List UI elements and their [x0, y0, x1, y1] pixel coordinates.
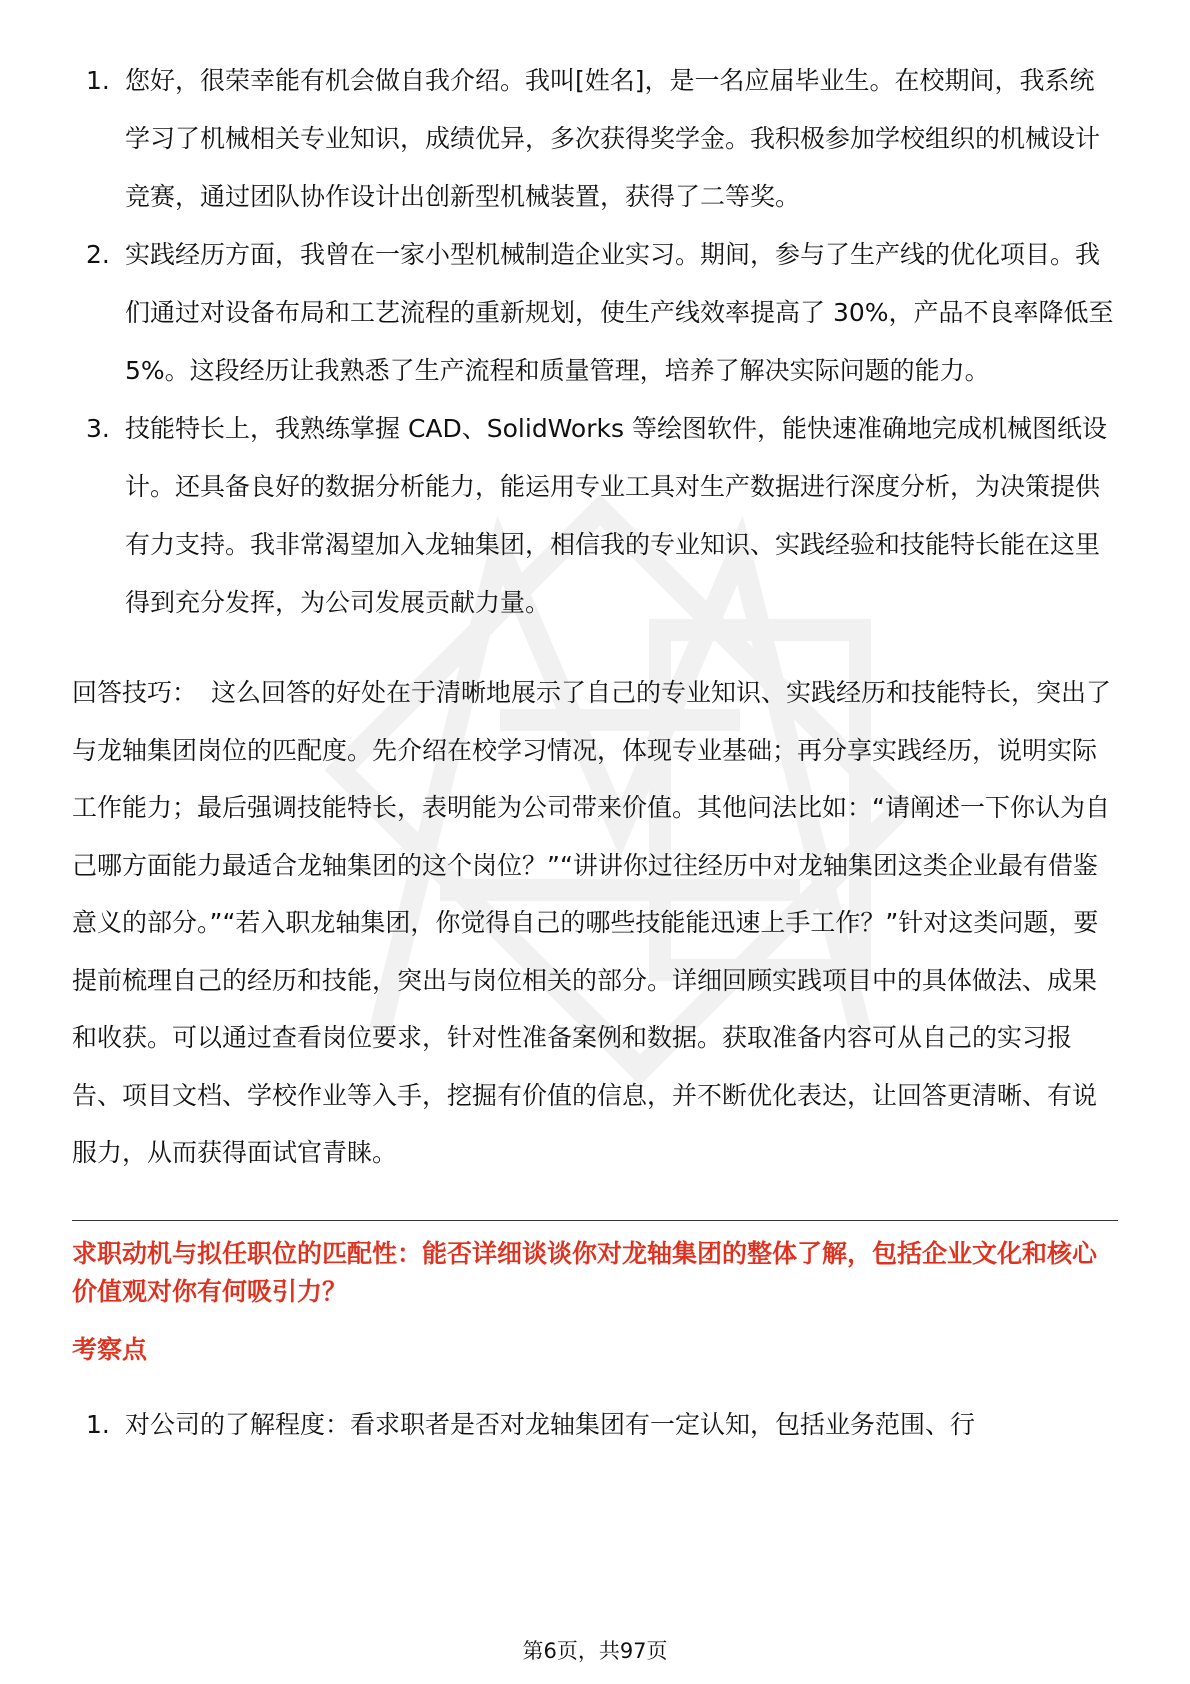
- answer-item: [72, 226, 1118, 400]
- answer-item: [72, 400, 1118, 632]
- main-content: [72, 52, 1118, 1445]
- list-number: 1.: [86, 66, 110, 95]
- answer-text: 您好，很荣幸能有机会做自我介绍。我叫[姓名]，是一名应届毕业生。在校期间，我系统学习了机械相关专业知识，成绩优异，多次获得奖学金。我积极参加学校组织的机械设计竞赛，通过团队协作设计出创新型机械装置，获得了二等奖。: [125, 66, 1101, 211]
- list-number: 3.: [86, 414, 110, 443]
- answer-text: 实践经历方面，我曾在一家小型机械制造企业实习。期间，参与了生产线的优化项目。我们通过对设备布局和工艺流程的重新规划，使生产线效率提高了 30%，产品不良率降低至 5%。这段经历让我熟悉了生产流程和质量管理，培养了解决实际问题的能力。: [125, 240, 1114, 385]
- tips-label: 回答技巧：: [72, 678, 198, 707]
- answer-item: [72, 52, 1118, 226]
- page-footer: 第6页，共97页: [522, 1639, 668, 1663]
- list-number: 1.: [86, 1409, 110, 1439]
- list-number: 2.: [86, 240, 110, 269]
- exam-points-list: [72, 1405, 1118, 1445]
- exam-point-text: 对公司的了解程度：看求职者是否对龙轴集团有一定认知，包括业务范围、行: [125, 1409, 976, 1439]
- answer-list: [72, 52, 1118, 632]
- section-divider: [72, 1220, 1118, 1221]
- answer-text: 技能特长上，我熟练掌握 CAD、SolidWorks 等绘图软件，能快速准确地完成机械图纸设计。还具备良好的数据分析能力，能运用专业工具对生产数据进行深度分析，为决策提供有力支持。我非常渴望加入龙轴集团，相信我的专业知识、实践经验和技能特长能在这里得到充分发挥，为公司发展贡献力量。: [125, 414, 1107, 617]
- tips-text: 这么回答的好处在于清晰地展示了自己的专业知识、实践经历和技能特长，突出了与龙轴集团岗位的匹配度。先介绍在校学习情况，体现专业基础；再分享实践经历，说明实际工作能力；最后强调技能特长，表明能为公司带来价值。其他问法比如：“请阐述一下你认为自己哪方面能力最适合龙轴集团的这个岗位？”“讲讲你过往经历中对龙轴集团这类企业最有借鉴意义的部分。”“若入职龙轴集团，你觉得自己的哪些技能能迅速上手工作？”针对这类问题，要提前梳理自己的经历和技能，突出与岗位相关的部分。详细回顾实践项目中的具体做法、成果和收获。可以通过查看岗位要求，针对性准备案例和数据。获取准备内容可从自己的实习报告、项目文档、学校作业等入手，挖掘有价值的信息，并不断优化表达，让回答更清晰、有说服力，从而获得面试官青睐。: [72, 678, 1112, 1167]
- question-heading: 求职动机与拟任职位的匹配性：能否详细谈谈你对龙轴集团的整体了解，包括企业文化和核心价值观对你有何吸引力？: [72, 1238, 1098, 1306]
- exam-point-item: [72, 1405, 1118, 1445]
- exam-points-title: 考察点: [72, 1334, 148, 1364]
- answer-tips: [72, 664, 1118, 1182]
